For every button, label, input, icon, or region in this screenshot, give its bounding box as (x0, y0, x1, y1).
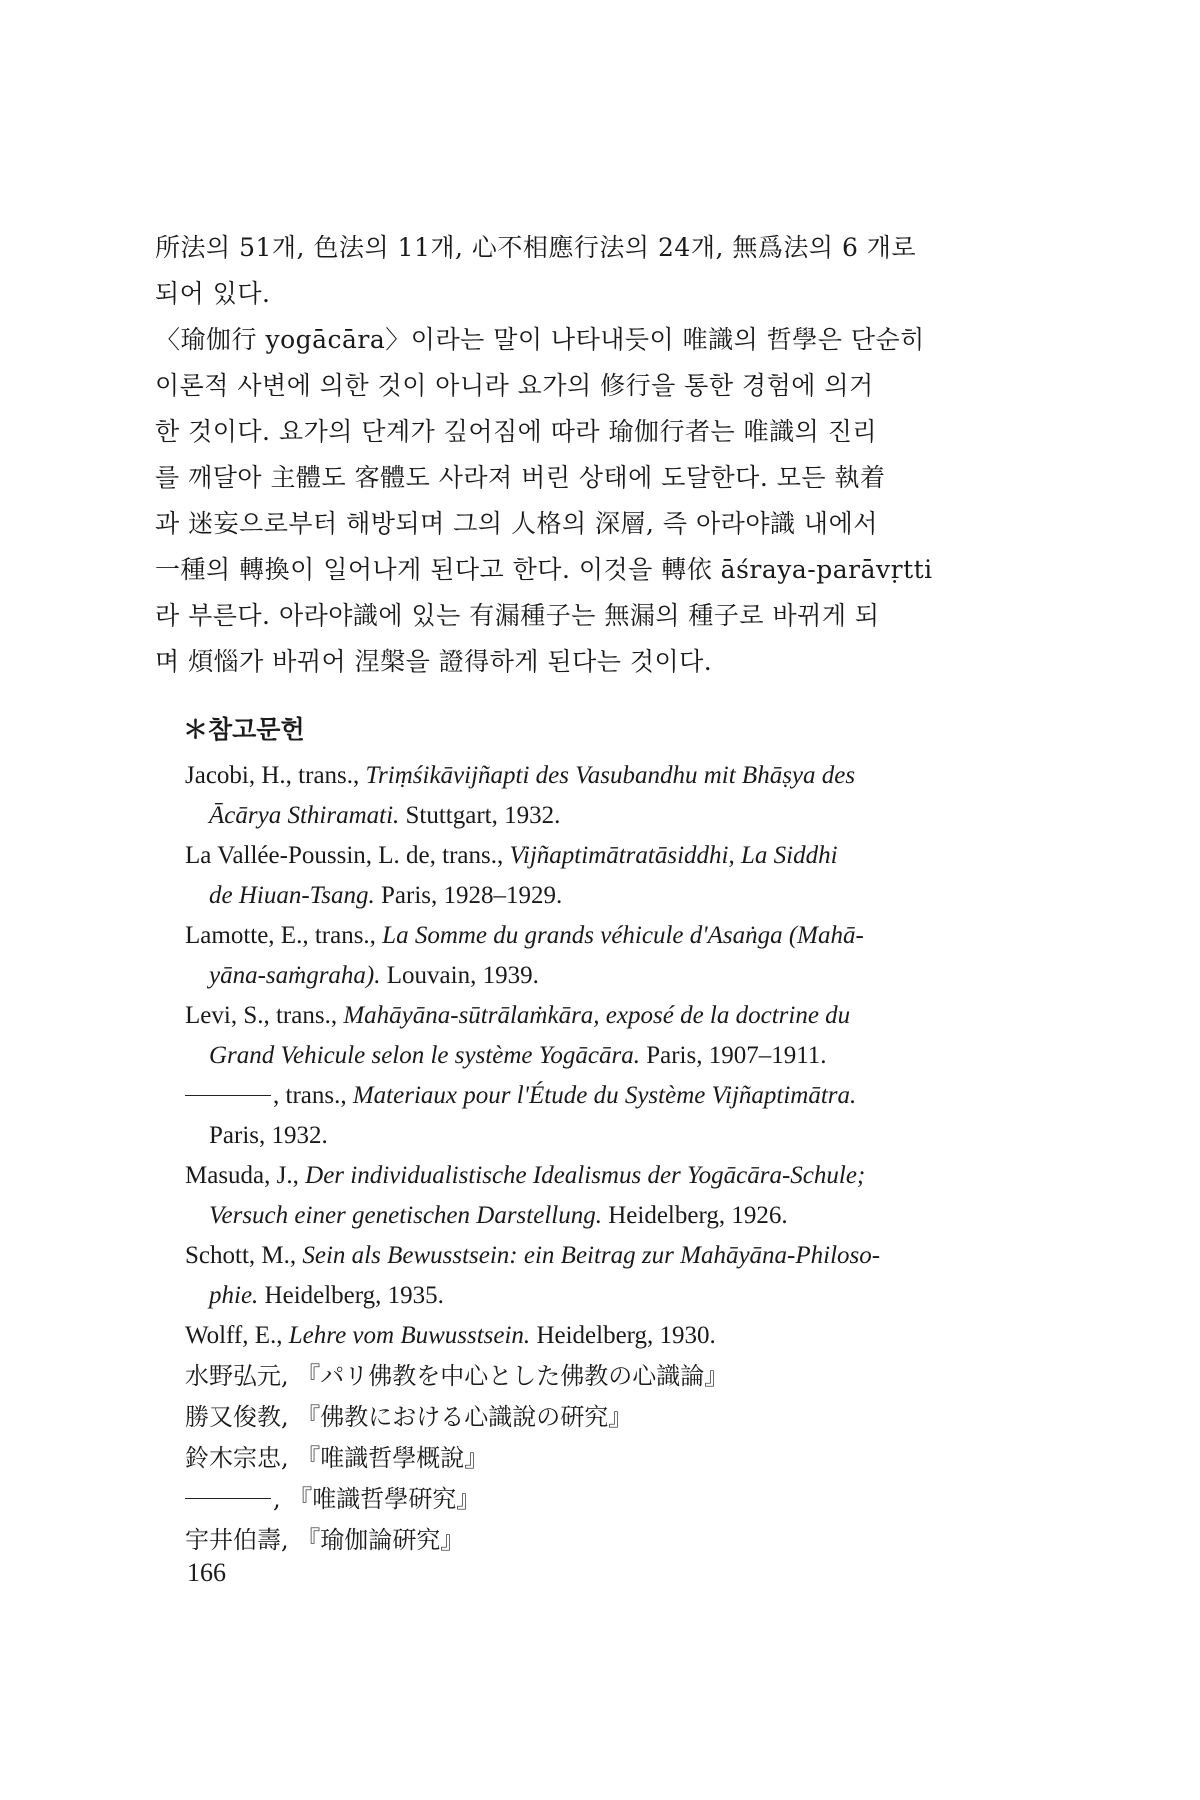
reference-continuation (185, 1276, 1055, 1316)
ditto-dash (185, 1095, 271, 1096)
reference-author: Jacobi, H., trans., (185, 762, 366, 789)
reference-title: de Hiuan-Tsang. (209, 882, 375, 909)
body-line: 一種의 轉換이 일어나게 된다고 한다. 이것을 轉依 āśraya-parāvṛtti (155, 555, 933, 584)
body-line: 한 것이다. 요가의 단계가 깊어짐에 따라 瑜伽行者는 唯識의 진리 (155, 417, 878, 446)
reference-continuation (185, 1116, 1055, 1156)
reference-author: , trans., (273, 1082, 353, 1109)
reference-text: , 『唯識哲學硏究』 (273, 1485, 481, 1513)
reference-entry (185, 836, 1055, 876)
reference-continuation (185, 956, 1055, 996)
reference-title: La Somme du grands véhicule d'Asaṅga (Mahā- (382, 922, 864, 949)
reference-continuation (185, 876, 1055, 916)
reference-author: Levi, S., trans., (185, 1002, 344, 1029)
reference-entry (185, 1076, 1055, 1116)
reference-publication: Heidelberg, 1935. (258, 1282, 444, 1309)
references-heading: ＊참고문헌 (183, 715, 305, 744)
body-line: 과 迷妄으로부터 해방되며 그의 人格의 深層, 즉 아라야識 내에서 (155, 509, 878, 538)
reference-publication: Paris, 1907–1911. (639, 1042, 827, 1069)
reference-entry (185, 1236, 1055, 1276)
reference-entry-cjk (185, 1479, 1055, 1520)
reference-title: phie. (209, 1282, 259, 1309)
reference-title: Versuch einer genetischen Darstellung. (209, 1202, 602, 1229)
reference-title: yāna-saṁgraha). (209, 962, 381, 989)
reference-entry (185, 1316, 1055, 1356)
reference-publication: Paris, 1928–1929. (374, 882, 563, 909)
body-line: 되어 있다. (155, 279, 271, 308)
body-line: 를 깨달아 主體도 客體도 사라져 버린 상태에 도달한다. 모든 執着 (155, 463, 886, 492)
reference-continuation (185, 1036, 1055, 1076)
reference-publication: Heidelberg, 1930. (530, 1322, 716, 1349)
body-line: 며 煩惱가 바뀌어 涅槃을 證得하게 된다는 것이다. (155, 647, 713, 676)
references-section (185, 710, 1055, 1561)
reference-title: Lehre vom Buwusstsein. (288, 1322, 531, 1349)
ditto-dash (185, 1498, 271, 1499)
reference-publication: Paris, 1932. (209, 1122, 328, 1149)
reference-title: Ācārya Sthiramati. (209, 802, 400, 829)
reference-continuation (185, 1196, 1055, 1236)
body-line: 所法의 51개, 色法의 11개, 心不相應行法의 24개, 無爲法의 6 개로 (155, 233, 917, 262)
reference-entry-cjk: 勝又俊教, 『佛教における心識說の硏究』 (185, 1403, 633, 1431)
reference-author: Wolff, E., (185, 1322, 289, 1349)
reference-continuation (185, 796, 1055, 836)
reference-author: Lamotte, E., trans., (185, 922, 383, 949)
reference-title: Vijñaptimātratāsiddhi, La Siddhi (509, 842, 838, 869)
reference-publication: Stuttgart, 1932. (399, 802, 561, 829)
reference-author: Schott, M., (185, 1242, 303, 1269)
reference-author: La Vallée-Poussin, L. de, trans., (185, 842, 510, 869)
reference-entry (185, 756, 1055, 796)
reference-title: Triṃśikāvijñapti des Vasubandhu mit Bhāṣya des (365, 762, 856, 789)
body-line: 〈瑜伽行 yogācāra〉이라는 말이 나타내듯이 唯識의 哲學은 단순히 (155, 325, 925, 354)
reference-title: Materiaux pour l'Étude du Système Vijñaptimātra. (352, 1082, 857, 1109)
reference-entry (185, 1156, 1055, 1196)
reference-entry-cjk: 鈴木宗忠, 『唯識哲學概說』 (185, 1444, 489, 1472)
reference-author: Masuda, J., (185, 1162, 306, 1189)
reference-entry (185, 916, 1055, 956)
reference-entry (185, 996, 1055, 1036)
body-line: 라 부른다. 아라야識에 있는 有漏種子는 無漏의 種子로 바뀌게 되 (155, 601, 880, 630)
reference-title: Der individualistische Idealismus der Yogācāra-Schule; (305, 1162, 866, 1189)
page-number: 166 (187, 1558, 226, 1587)
reference-title: Sein als Bewusstsein: ein Beitrag zur Mahāyāna-Philoso- (302, 1242, 881, 1269)
reference-entry-cjk: 水野弘元, 『パリ佛教を中心とした佛教の心識論』 (185, 1362, 729, 1390)
body-line: 이론적 사변에 의한 것이 아니라 요가의 修行을 통한 경험에 의거 (155, 371, 874, 400)
body-text (155, 225, 1045, 685)
reference-title: Grand Vehicule selon le système Yogācāra. (209, 1042, 640, 1069)
reference-entry-cjk: 宇井伯壽, 『瑜伽論硏究』 (185, 1526, 465, 1554)
reference-publication: Louvain, 1939. (380, 962, 539, 989)
reference-publication: Heidelberg, 1926. (601, 1202, 788, 1229)
reference-title: Mahāyāna-sūtrālaṁkāra, exposé de la doctrine du (343, 1002, 851, 1029)
